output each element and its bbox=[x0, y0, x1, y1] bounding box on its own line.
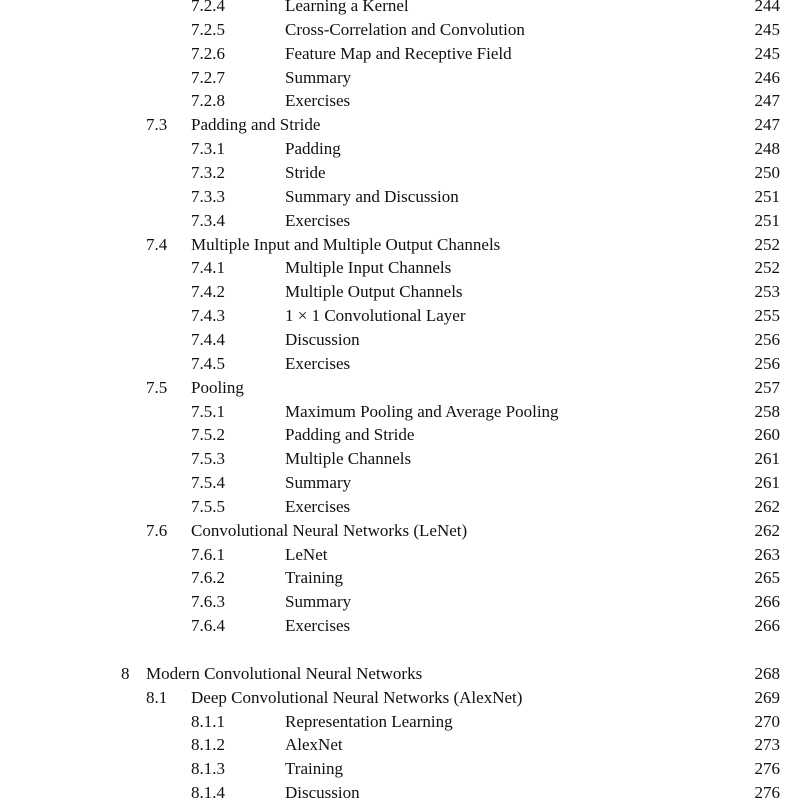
toc-entry-page-number: 248 bbox=[754, 139, 780, 159]
toc-entry-title[interactable]: Convolutional Neural Networks (LeNet) bbox=[191, 520, 468, 540]
toc-entry-page-number: 270 bbox=[754, 711, 780, 731]
toc-entry-page-number: 266 bbox=[754, 616, 780, 636]
toc-entry-number: 8.1.3 bbox=[191, 759, 225, 779]
toc-entry-subsection[interactable] bbox=[0, 304, 800, 328]
toc-entry-page-number: 261 bbox=[754, 449, 780, 469]
toc-entry-subsection[interactable] bbox=[0, 471, 800, 495]
toc-entry-title[interactable]: Maximum Pooling and Average Pooling bbox=[285, 401, 559, 421]
toc-entry-title[interactable]: Exercises bbox=[285, 210, 351, 230]
toc-entry-section[interactable] bbox=[0, 686, 800, 710]
toc-entry-number: 7.3.4 bbox=[191, 210, 225, 230]
toc-entry-title[interactable]: Training bbox=[285, 759, 343, 779]
toc-entry-subsection[interactable] bbox=[0, 352, 800, 376]
toc-entry-subsection[interactable] bbox=[0, 400, 800, 424]
toc-entry-chapter[interactable] bbox=[0, 662, 800, 686]
toc-entry-number: 7.5.1 bbox=[191, 401, 225, 421]
toc-entry-subsection[interactable] bbox=[0, 710, 800, 734]
toc-entry-page-number: 262 bbox=[754, 496, 780, 516]
toc-entry-subsection[interactable] bbox=[0, 161, 800, 185]
toc-entry-title[interactable]: Discussion bbox=[285, 329, 360, 349]
toc-entry-section[interactable] bbox=[0, 519, 800, 543]
toc-entry-title[interactable]: Feature Map and Receptive Field bbox=[285, 43, 512, 63]
toc-entry-title[interactable]: Pooling bbox=[191, 377, 244, 397]
toc-entry-number: 7.4.5 bbox=[191, 353, 225, 373]
toc-entry-subsection[interactable] bbox=[0, 0, 800, 18]
toc-entry-subsection[interactable] bbox=[0, 543, 800, 567]
toc-entry-page-number: 250 bbox=[754, 162, 780, 182]
toc-entry-number: 7.4.2 bbox=[191, 282, 225, 302]
toc-entry-number: 7.5.2 bbox=[191, 425, 225, 445]
toc-entry-number: 7.2.5 bbox=[191, 19, 225, 39]
toc-entry-number: 7.4 bbox=[146, 234, 168, 254]
toc-entry-subsection[interactable] bbox=[0, 781, 800, 805]
toc-entry-page-number: 268 bbox=[754, 663, 780, 683]
toc-entry-page-number: 269 bbox=[754, 687, 780, 707]
toc-entry-page-number: 276 bbox=[754, 759, 780, 779]
toc-entry-page-number: 252 bbox=[754, 258, 780, 278]
toc-entry-section[interactable] bbox=[0, 376, 800, 400]
toc-entry-number: 8.1.2 bbox=[191, 735, 225, 755]
toc-entry-subsection[interactable] bbox=[0, 590, 800, 614]
toc-entry-page-number: 255 bbox=[754, 306, 780, 326]
toc-entry-subsection[interactable] bbox=[0, 42, 800, 66]
toc-entry-number: 7.6.1 bbox=[191, 544, 225, 564]
toc-entry-number: 7.6 bbox=[146, 520, 168, 540]
toc-entry-page-number: 265 bbox=[754, 568, 780, 588]
toc-entry-page-number: 251 bbox=[754, 186, 780, 206]
toc-entry-title[interactable]: Deep Convolutional Neural Networks (AlexNet) bbox=[191, 687, 523, 707]
toc-entry-subsection[interactable] bbox=[0, 495, 800, 519]
toc-entry-title[interactable]: Exercises bbox=[285, 616, 351, 636]
toc-entry-number: 7.5.3 bbox=[191, 449, 225, 469]
toc-entry-title[interactable]: Summary and Discussion bbox=[285, 186, 459, 206]
toc-entry-number: 7.5.4 bbox=[191, 473, 225, 492]
toc-entry-number: 7.2.8 bbox=[191, 91, 225, 111]
toc-entry-page-number: 256 bbox=[754, 353, 780, 373]
toc-entry-number: 7.3.1 bbox=[191, 139, 225, 159]
toc-entry-number: 7.3 bbox=[146, 115, 168, 135]
toc-entry-number: 7.6.2 bbox=[191, 568, 225, 588]
toc-entry-subsection[interactable] bbox=[0, 423, 800, 447]
toc-entry-number: 8.1.4 bbox=[191, 783, 225, 803]
toc-entry-title[interactable]: Cross-Correlation and Convolution bbox=[285, 19, 525, 39]
toc-entry-title[interactable]: Exercises bbox=[285, 91, 351, 111]
toc-entry-section[interactable] bbox=[0, 233, 800, 257]
toc-entry-title[interactable]: LeNet bbox=[285, 544, 328, 564]
toc-entry-subsection[interactable] bbox=[0, 328, 800, 352]
toc-entry-page-number: 247 bbox=[754, 115, 780, 135]
toc-entry-title[interactable]: Summary bbox=[285, 67, 352, 87]
toc-entry-section[interactable] bbox=[0, 113, 800, 137]
toc-entry-subsection[interactable] bbox=[0, 18, 800, 42]
toc-entry-title[interactable]: Exercises bbox=[285, 496, 351, 516]
toc-entry-page-number: 258 bbox=[754, 401, 780, 421]
toc-entry-number: 7.5 bbox=[146, 377, 168, 397]
toc-entry-subsection[interactable] bbox=[0, 280, 800, 304]
toc-entry-subsection[interactable] bbox=[0, 447, 800, 471]
toc-entry-number: 7.4.1 bbox=[191, 258, 225, 278]
toc-entry-title[interactable]: Padding and Stride bbox=[191, 115, 321, 135]
toc-entry-page-number: 252 bbox=[754, 234, 780, 254]
toc-entry-number: 7.2.4 bbox=[191, 0, 225, 15]
toc-entry-title[interactable]: 1 × 1 Convolutional Layer bbox=[285, 306, 466, 326]
toc-entry-title[interactable]: Modern Convolutional Neural Networks bbox=[146, 663, 423, 683]
toc-entry-number: 8 bbox=[121, 663, 130, 683]
toc-entry-subsection[interactable] bbox=[0, 566, 800, 590]
toc-entry-page-number: 263 bbox=[754, 544, 780, 564]
toc-entry-page-number: 253 bbox=[754, 282, 780, 302]
toc-entry-page-number: 246 bbox=[754, 67, 780, 87]
toc-entry-subsection[interactable] bbox=[0, 185, 800, 209]
toc-entry-number: 7.5.5 bbox=[191, 496, 225, 516]
toc-entry-page-number: 266 bbox=[754, 592, 780, 612]
toc-entry-page-number: 245 bbox=[754, 19, 780, 39]
toc-entry-title[interactable]: Summary bbox=[285, 473, 352, 492]
toc-entry-subsection[interactable] bbox=[0, 256, 800, 280]
toc-entry-page-number: 257 bbox=[754, 377, 780, 397]
toc-entry-page-number: 245 bbox=[754, 43, 780, 63]
toc-entry-title[interactable]: Learning a Kernel bbox=[285, 0, 409, 15]
toc-entry-title[interactable]: Training bbox=[285, 568, 343, 588]
toc-entry-page-number: 273 bbox=[754, 735, 780, 755]
toc-entry-subsection[interactable] bbox=[0, 614, 800, 638]
toc-entry-page-number: 262 bbox=[754, 520, 780, 540]
toc-entry-title[interactable]: Exercises bbox=[285, 353, 351, 373]
toc-entry-title[interactable]: Padding and Stride bbox=[285, 425, 415, 445]
toc-entry-number: 7.6.4 bbox=[191, 616, 225, 636]
toc-entry-title[interactable]: Discussion bbox=[285, 783, 360, 803]
toc-entry-page-number: 247 bbox=[754, 91, 780, 111]
toc-entry-number: 8.1.1 bbox=[191, 711, 225, 731]
toc-entry-page-number: 276 bbox=[754, 783, 780, 803]
toc-entry-number: 7.2.6 bbox=[191, 43, 225, 63]
toc-entry-title[interactable]: Representation Learning bbox=[285, 711, 453, 731]
toc-entry-page-number: 261 bbox=[754, 473, 780, 492]
toc-entry-subsection[interactable] bbox=[0, 66, 800, 90]
toc-entry-title[interactable]: Multiple Input Channels bbox=[285, 258, 452, 278]
toc-entry-page-number: 251 bbox=[754, 210, 780, 230]
toc-entry-number: 7.3.3 bbox=[191, 186, 225, 206]
toc-entry-title[interactable]: Multiple Output Channels bbox=[285, 282, 463, 302]
toc-entry-number: 7.3.2 bbox=[191, 162, 225, 182]
toc-entry-title[interactable]: Multiple Channels bbox=[285, 449, 412, 469]
toc-entry-number: 7.2.7 bbox=[191, 67, 225, 87]
toc-entry-number: 7.4.4 bbox=[191, 329, 225, 349]
toc-entry-number: 8.1 bbox=[146, 687, 168, 707]
toc-entry-subsection[interactable] bbox=[0, 757, 800, 781]
toc-entry-number: 7.6.3 bbox=[191, 592, 225, 612]
toc-entry-subsection[interactable] bbox=[0, 89, 800, 113]
toc-entry-subsection[interactable] bbox=[0, 209, 800, 233]
toc-entry-title[interactable]: Stride bbox=[285, 162, 326, 182]
toc-entry-number: 7.4.3 bbox=[191, 306, 225, 326]
toc-entry-title[interactable]: Padding bbox=[285, 139, 341, 159]
toc-entry-page-number: 244 bbox=[754, 0, 780, 15]
toc-entry-subsection[interactable] bbox=[0, 733, 800, 757]
toc-entry-title[interactable]: AlexNet bbox=[285, 735, 343, 755]
toc-entry-title[interactable]: Summary bbox=[285, 592, 352, 612]
toc-entry-page-number: 260 bbox=[754, 425, 780, 445]
toc-entry-title[interactable]: Multiple Input and Multiple Output Channels bbox=[191, 234, 501, 254]
toc-entry-page-number: 256 bbox=[754, 329, 780, 349]
toc-entry-subsection[interactable] bbox=[0, 137, 800, 161]
